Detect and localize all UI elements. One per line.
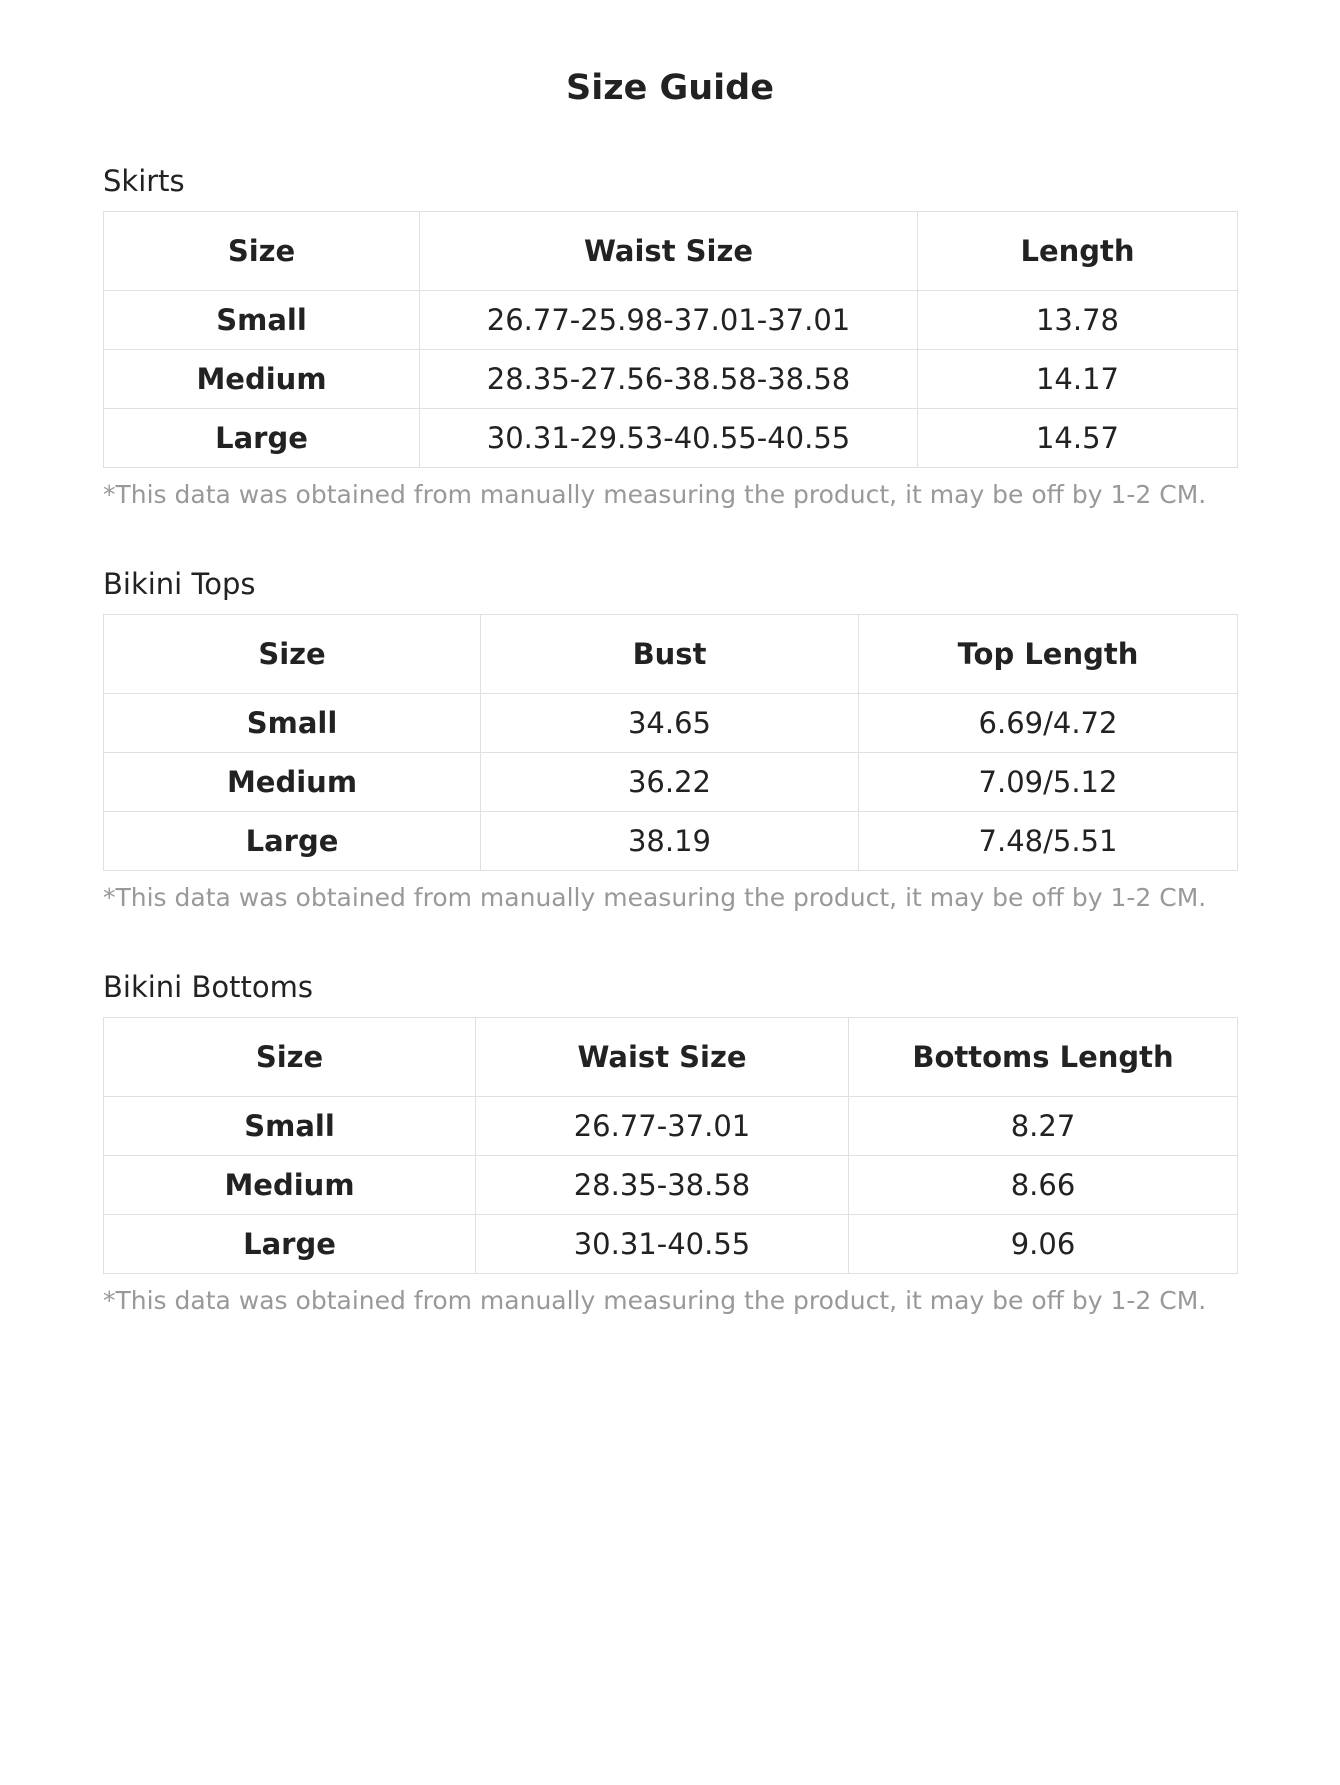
table-cell: 26.77-25.98-37.01-37.01 [420,291,918,350]
table-cell: 8.27 [849,1097,1238,1156]
column-header: Size [104,212,420,291]
table-cell: 9.06 [849,1215,1238,1274]
bikini-tops-size-table [103,614,1238,871]
column-header: Bottoms Length [849,1018,1238,1097]
bikini-bottoms-size-table [103,1017,1238,1274]
measurement-note: *This data was obtained from manually measuring the product, it may be off by 1-2 CM. [103,883,1207,912]
measurement-note: *This data was obtained from manually measuring the product, it may be off by 1-2 CM. [103,480,1207,509]
table-row [104,1097,1238,1156]
section-title: Bikini Bottoms [103,970,313,1004]
size-cell: Medium [104,350,420,409]
skirts-size-table [103,211,1238,468]
table-cell: 14.57 [918,409,1238,468]
table-row [104,409,1238,468]
size-cell: Small [104,694,481,753]
table-cell: 36.22 [481,753,859,812]
table-cell: 7.48/5.51 [859,812,1238,871]
table-cell: 26.77-37.01 [476,1097,849,1156]
measurement-note: *This data was obtained from manually measuring the product, it may be off by 1-2 CM. [103,1286,1207,1315]
column-header: Waist Size [420,212,918,291]
section-title: Skirts [103,164,185,198]
table-cell: 30.31-29.53-40.55-40.55 [420,409,918,468]
table-cell: 14.17 [918,350,1238,409]
table-cell: 30.31-40.55 [476,1215,849,1274]
size-cell: Small [104,1097,476,1156]
size-cell: Large [104,812,481,871]
bikini-tops-section [103,564,1237,921]
table-header-row [104,1018,1238,1097]
table-cell: 6.69/4.72 [859,694,1238,753]
table-cell: 8.66 [849,1156,1238,1215]
table-row [104,350,1238,409]
column-header: Bust [481,615,859,694]
table-cell: 28.35-38.58 [476,1156,849,1215]
table-cell: 13.78 [918,291,1238,350]
table-row [104,1156,1238,1215]
column-header: Waist Size [476,1018,849,1097]
table-row [104,812,1238,871]
size-cell: Medium [104,1156,476,1215]
page-title: Size Guide [566,68,774,108]
column-header: Top Length [859,615,1238,694]
table-row [104,753,1238,812]
size-cell: Large [104,409,420,468]
table-cell: 34.65 [481,694,859,753]
size-cell: Large [104,1215,476,1274]
table-cell: 7.09/5.12 [859,753,1238,812]
size-cell: Small [104,291,420,350]
table-cell: 28.35-27.56-38.58-38.58 [420,350,918,409]
table-header-row [104,212,1238,291]
size-guide-page [103,0,1237,1324]
column-header: Length [918,212,1238,291]
skirts-section [103,161,1237,518]
column-header: Size [104,1018,476,1097]
table-row [104,1215,1238,1274]
table-row [104,694,1238,753]
bikini-bottoms-section [103,967,1237,1324]
table-header-row [104,615,1238,694]
table-row [104,291,1238,350]
table-cell: 38.19 [481,812,859,871]
column-header: Size [104,615,481,694]
section-title: Bikini Tops [103,567,256,601]
size-cell: Medium [104,753,481,812]
